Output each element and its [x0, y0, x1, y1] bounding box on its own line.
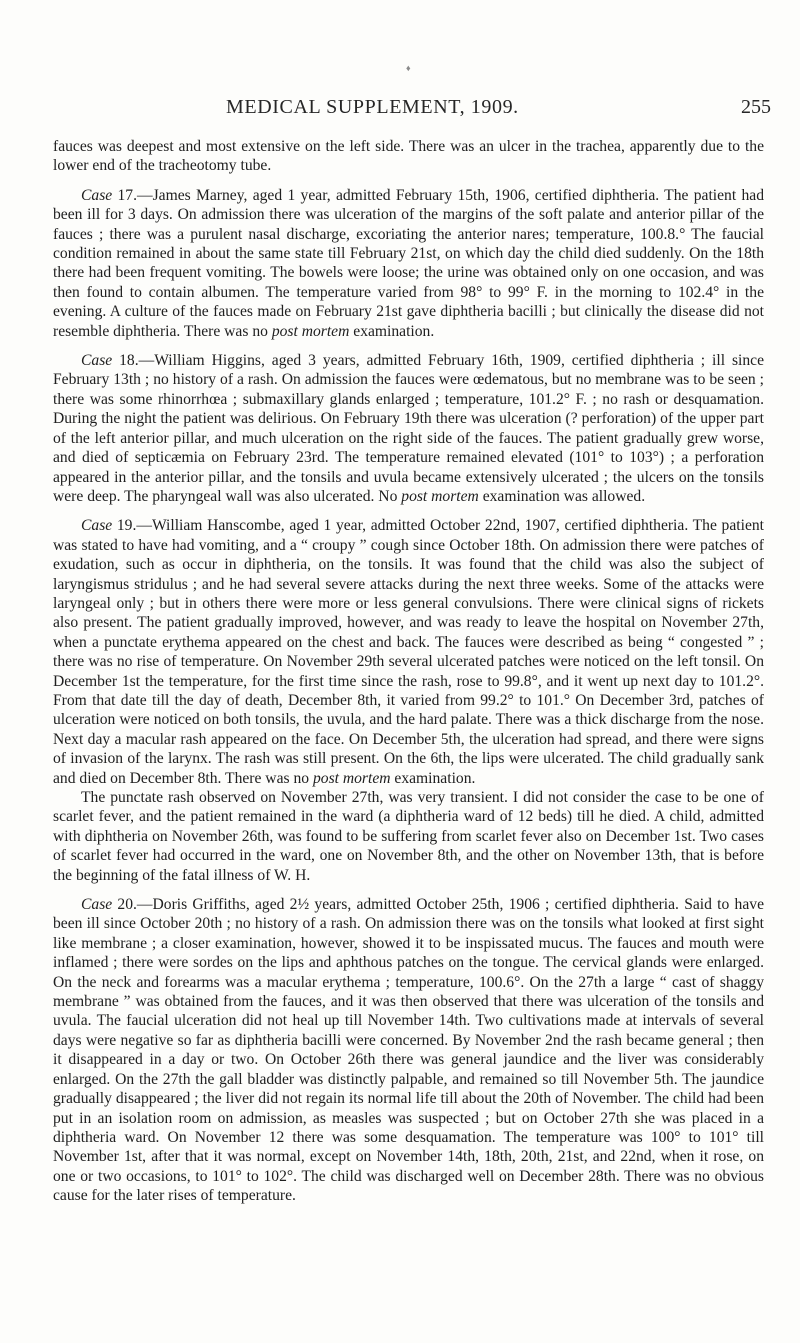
- paragraph-text: fauces was deepest and most extensive on the left side. There was an ulcer in the trachea, apparently due to the lower end of the tracheotomy tube.: [53, 138, 764, 175]
- italic-text: Case: [81, 186, 113, 204]
- italic-text: post mortem: [312, 769, 391, 787]
- page-number: 255: [741, 96, 771, 118]
- body-paragraph: [53, 137, 764, 176]
- italic-text: post mortem: [271, 322, 350, 340]
- body-paragraph: [53, 788, 764, 885]
- case-paragraph: [53, 351, 764, 506]
- case-paragraph: [53, 895, 764, 1206]
- paragraph-text: The punctate rash observed on November 27th, was very transient. I did not consider the case to be one of scarlet fever, and the patient remained in the ward (a diphtheria ward of 12 beds) till he died. A child, admitted with diphtheria on November 26th, was found to be suffering from scarlet fever also on December 1st. Two cases of scarlet fever had occurred in the ward, one on November 8th, and the other on November 13th, that is before the beginning of the fatal illness of W. H.: [53, 789, 764, 884]
- paragraph-text: 19.—William Hanscombe, aged 1 year, admitted October 22nd, 1907, certified diphtheria. The patient was stated to have had vomiting, and a “ croupy ” cough since October 18th. On admission there were patches of exudation, such as occur in diphtheria, on the tonsils. It was found that the child was also the subject of laryngismus stridulus ; and he had several severe attacks during the next three weeks. Some of the attacks were laryngeal only ; but in others there were more or less general convulsions. There were clinical signs of rickets also present. The patient gradually improved, however, and was ready to leave the hospital on November 27th, when a punctate erythema appeared on the chest and back. The fauces were described as being “ congested ” ; there was no rise of temperature. On November 29th several ulcerated patches were noticed on the left tonsil. On December 1st the temperature, for the first time since the rash, rose to 99.8°, and it went up next day to 101.2°. From that date till the day of death, December 8th, it varied from 99.2° to 101.° On December 3rd, patches of ulceration were noticed on both tonsils, the uvula, and the hard palate. There was a thick discharge from the nose. Next day a macular rash appeared on the face. On December 5th, the ulceration had spread, and there were signs of invasion of the larynx. The rash was still present. On the 6th, the lips were ulcerated. The child gradually sank and died on December 8th. There was no: [53, 517, 764, 787]
- case-paragraph: [53, 516, 764, 788]
- running-head: MEDICAL SUPPLEMENT, 1909.: [226, 96, 519, 118]
- paragraph-text: 20.—Doris Griffiths, aged 2½ years, admitted October 25th, 1906 ; certified diphtheria. Said to have been ill since October 20th ; no history of a rash. On admission there was on the tonsils what looked at first sight like membrane ; a closer examination, however, showed it to be inspissated mucus. The fauces and mouth were inflamed ; there were sordes on the lips and aphthous patches on the tongue. The cervical glands were enlarged. On the neck and forearms was a macular erythema ; temperature, 100.6°. On the 27th a large “ cast of shaggy membrane ” was obtained from the fauces, and it was then observed that there was ulceration of the tonsils and uvula. The faucial ulceration did not heal up till November 14th. Two cultivations made at intervals of several days were negative so far as diphtheria bacilli were concerned. By November 2nd the rash became general ; then it disappeared in a day or two. On October 26th there was general jaundice and the liver was considerably enlarged. On the 27th the gall bladder was distinctly palpable, and remained so till November 5th. The jaundice gradually disappeared ; the liver did not regain its normal life till about the 20th of November. The child had been put in an isolation room on admission, as measles was suspected ; but on October 27th she was placed in a diphtheria ward. On November 12 there was some desquamation. The temperature was 100° to 101° till November 1st, after that it was normal, except on November 14th, 18th, 20th, 21st, and 22nd, when it rose, on one or two occasions, to 101° to 102°. The child was discharged well on December 28th. There was no obvious cause for the later rises of temperature.: [53, 896, 764, 1205]
- body-text: [53, 137, 764, 1206]
- italic-text: Case: [81, 896, 113, 914]
- paragraph-text: examination was allowed.: [478, 487, 646, 505]
- paragraph-text: examination.: [390, 769, 476, 787]
- page-header: [0, 96, 800, 122]
- case-paragraph: [53, 186, 764, 341]
- paragraph-text: examination.: [349, 322, 435, 340]
- italic-text: Case: [81, 352, 113, 370]
- printer-mark: ♦: [406, 63, 411, 73]
- italic-text: Case: [81, 517, 113, 535]
- italic-text: post mortem: [401, 487, 479, 505]
- paragraph-text: 18.—William Higgins, aged 3 years, admitted February 16th, 1909, certified diphtheria ; ill since February 13th ; no history of a rash. On admission the fauces were œdematous, but no membrane was to be seen ; there was some rhinorrhœa ; submaxillary glands enlarged ; temperature, 101.2° F. ; no rash or desquamation. During the night the patient was delirious. On February 19th there was ulceration (? perforation) of the upper part of the left anterior pillar, and much ulceration on the right side of the fauces. The patient gradually grew worse, and died of septicæmia on February 23rd. The temperature remained elevated (101° to 103°) ; a perforation appeared in the anterior pillar, and the tonsils and uvula became extensively ulcerated ; the ulcers on the tonsils were deep. The pharyngeal wall was also ulcerated. No: [53, 352, 764, 505]
- paragraph-text: 17.—James Marney, aged 1 year, admitted February 15th, 1906, certified diphtheria. The patient had been ill for 3 days. On admission there was ulceration of the margins of the soft palate and anterior pillar of the fauces ; there was a purulent nasal discharge, excoriating the anterior nares; temperature, 100.8.° The faucial condition remained in about the same state till February 21st, on which day the child died suddenly. On the 18th there had been frequent vomiting. The bowels were loose; the urine was obtained only on one occasion, and was then found to contain albumen. The temperature varied from 98° to 99° F. in the morning to 102.4° in the evening. A culture of the fauces made on February 21st gave diphtheria bacilli ; but clinically the disease did not resemble diphtheria. There was no: [53, 186, 764, 340]
